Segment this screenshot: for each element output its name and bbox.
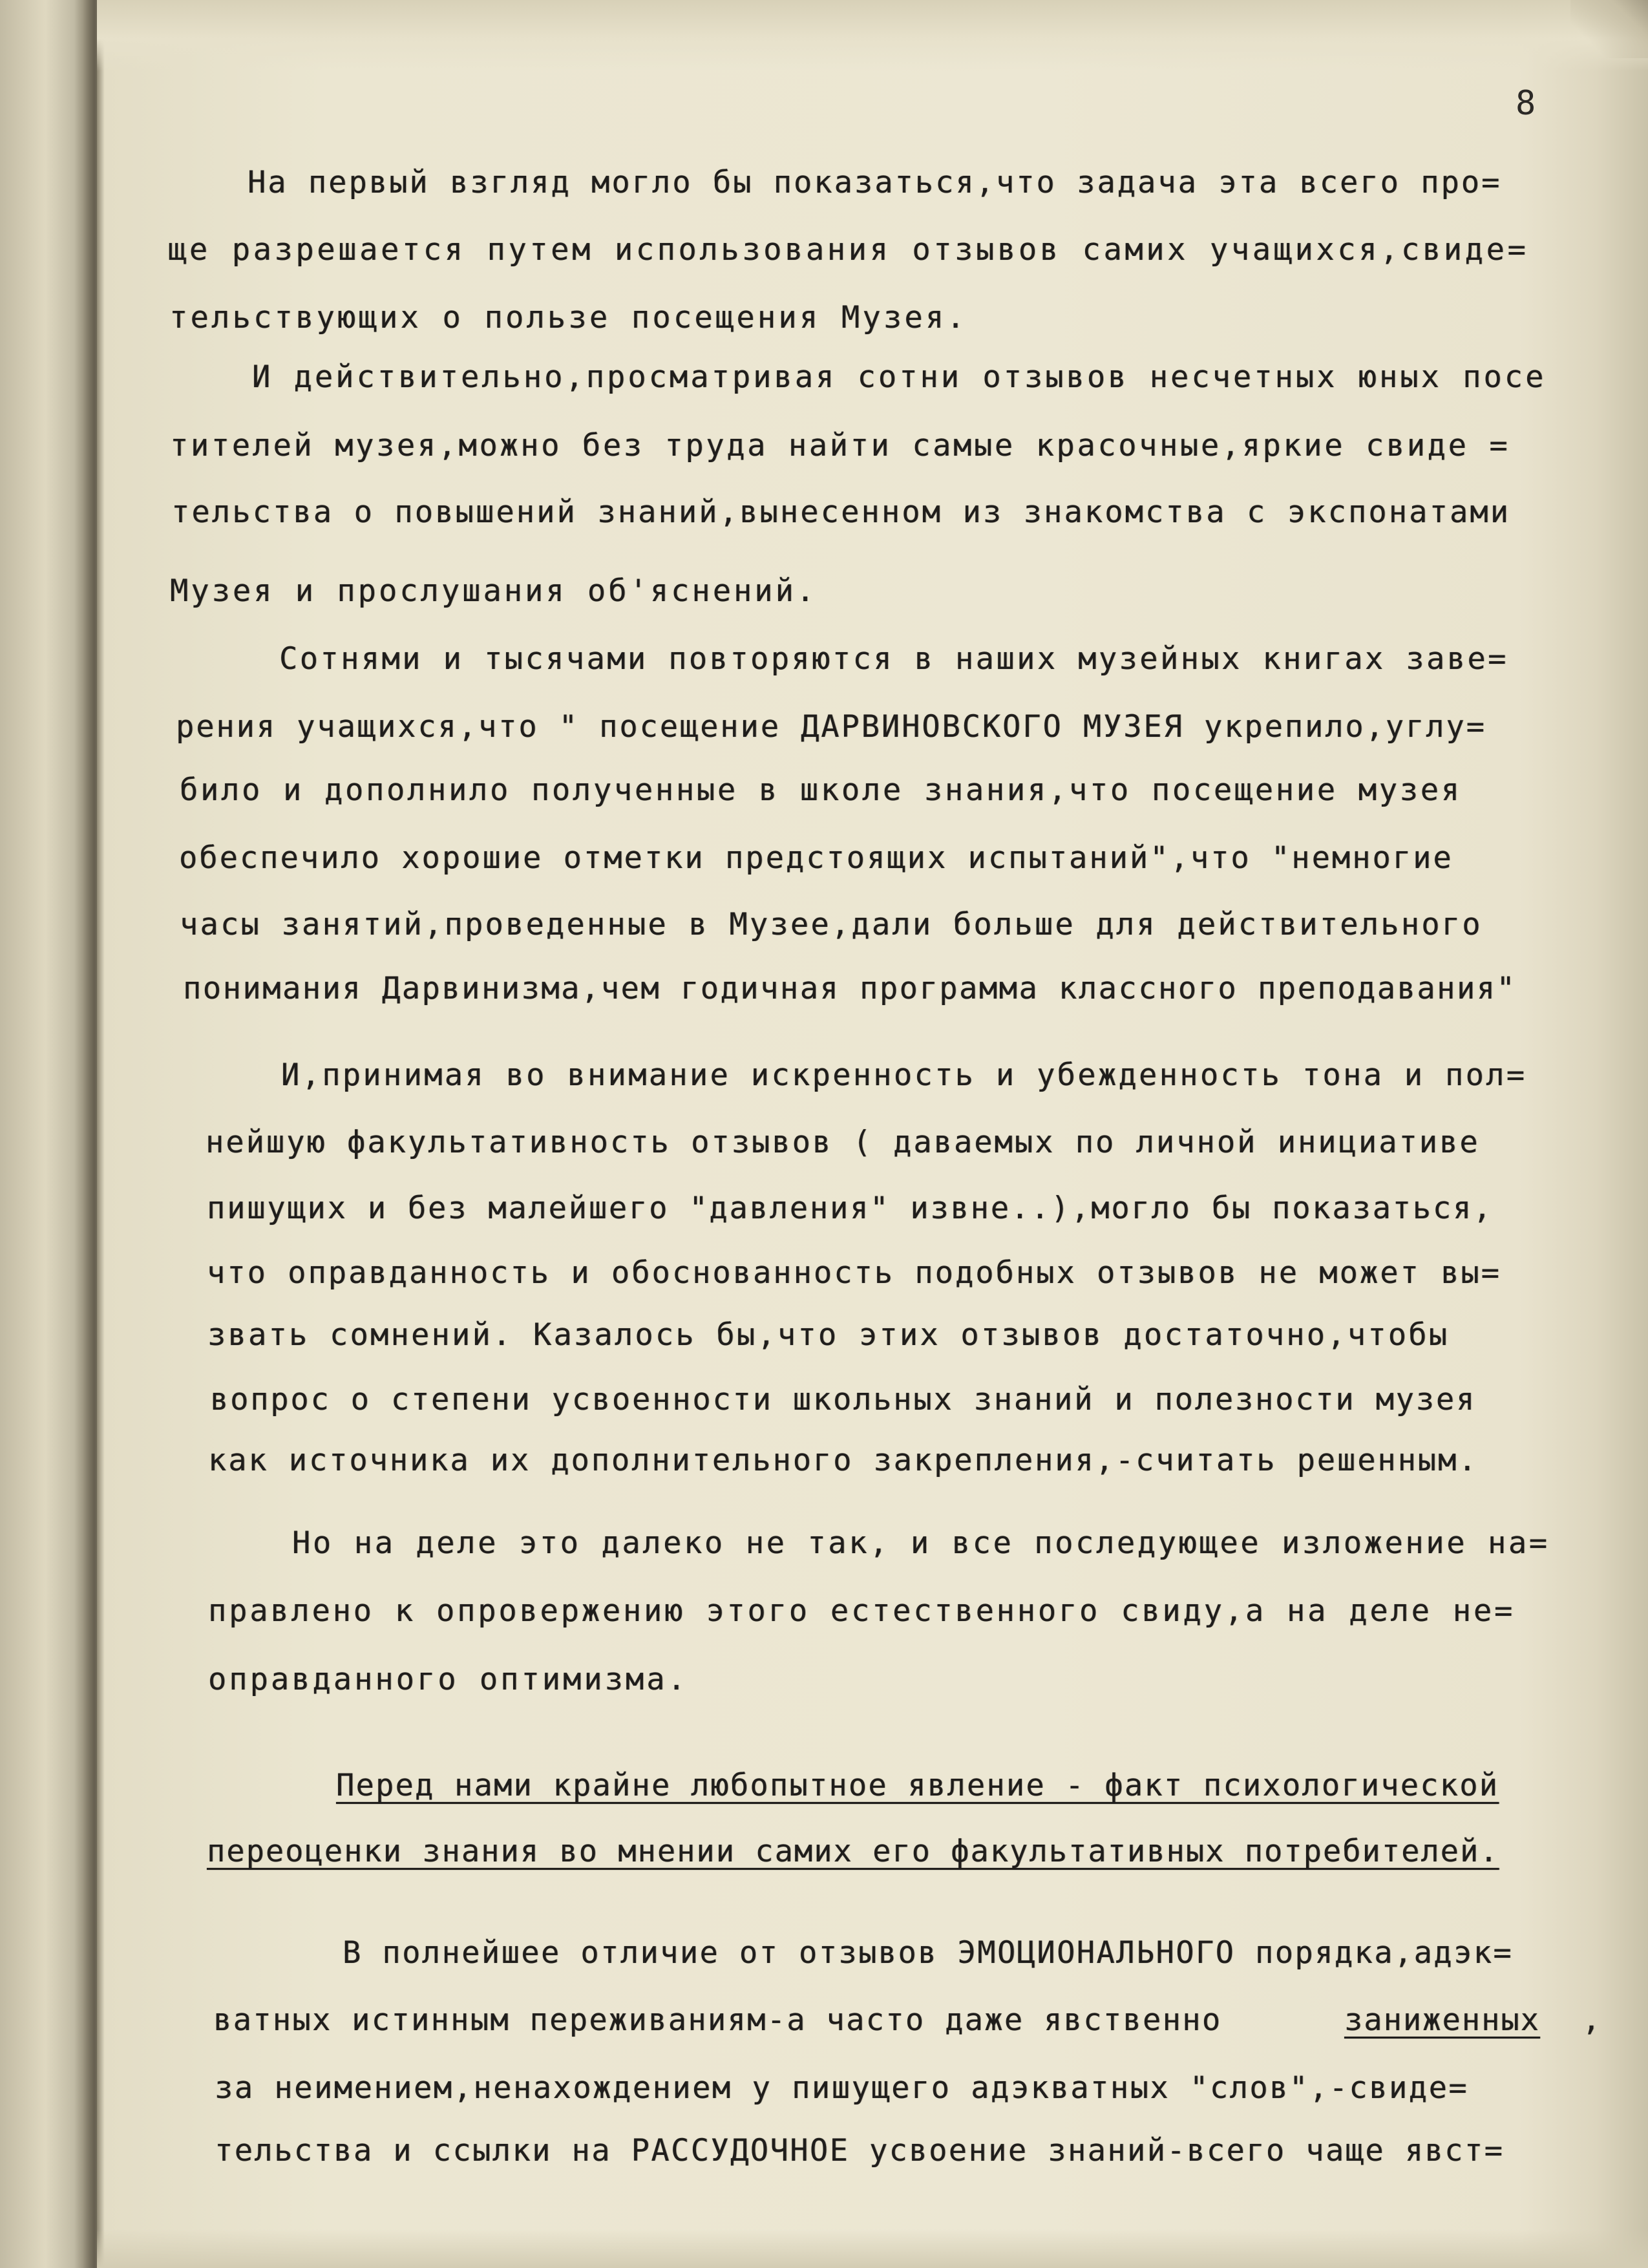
page-number: 8 xyxy=(1516,84,1536,123)
text-line-22: правлено к опровержению этого естественного свиду,а на деле не= xyxy=(208,1593,1516,1629)
text-line-11: обеспечило хорошие отметки предстоящих испытаний",что "немногие xyxy=(179,840,1453,876)
text-line-21: Но на деле это далеко не так, и все последующее изложение на= xyxy=(292,1525,1550,1561)
underlined-line-2: переоценки знания во мнении самих его факультативных потребителей. xyxy=(207,1834,1499,1869)
text-line-2: ще разрешается путем использования отзывов самих учащихся,свиде= xyxy=(168,232,1529,268)
page-top-edge xyxy=(97,0,1648,71)
underlined-word: заниженных xyxy=(1344,2002,1540,2038)
text-line-10: било и дополнило полученные в школе знания,что посещение музея xyxy=(180,772,1462,808)
text-line-27: ватных истинным переживаниям-а часто даже явственно xyxy=(213,2002,1222,2038)
text-line-20: как источника их дополнительного закрепления,-считать решенным. xyxy=(208,1443,1479,1478)
text-line-19: вопрос о степени усвоенности школьных знаний и полезности музея xyxy=(210,1382,1477,1417)
text-line-6: тельства о повышений знаний,вынесенном из знакомства с экспонатами xyxy=(171,494,1511,530)
text-line-12: часы занятий,проведенные в Музее,дали больше для действительного xyxy=(180,907,1483,942)
trailing-comma: , xyxy=(1582,2002,1601,2038)
text-line-8: Сотнями и тысячами повторяются в наших музейных книгах заве= xyxy=(279,641,1508,677)
text-line-15: нейшую факультативность отзывов ( даваемых по личной инициативе xyxy=(206,1125,1480,1160)
binding-shadow xyxy=(0,0,97,2268)
text-line-14: И,принимая во внимание искренность и убежденность тона и пол= xyxy=(281,1057,1527,1093)
text-line-17: что оправданность и обоснованность подобных отзывов не может вы= xyxy=(207,1255,1501,1291)
page-bottom-edge xyxy=(97,2229,1648,2268)
text-line-29: тельства и ссылки на РАССУДОЧНОЕ усвоение знаний-всего чаще явст= xyxy=(215,2133,1505,2168)
text-line-18: звать сомнений. Казалось бы,что этих отзывов достаточно,чтобы xyxy=(207,1317,1450,1353)
text-line-4: И действительно,просматривая сотни отзывов несчетных юных посе xyxy=(252,359,1547,395)
text-line-5: тителей музея,можно без труда найти самые красочные,яркие свиде = xyxy=(170,428,1510,463)
text-line-1: На первый взгляд могло бы показаться,что задача эта всего про= xyxy=(248,165,1502,200)
underlined-line-1: Перед нами крайне любопытное явление - факт психологической xyxy=(336,1768,1499,1803)
text-line-23: оправданного оптимизма. xyxy=(208,1662,688,1697)
page-corner-fold xyxy=(1570,0,1648,58)
text-line-28: за неимением,ненахождением у пишущего адэкватных "слов",-свиде= xyxy=(215,2070,1469,2106)
text-line-3: тельствующих о пользе посещения Музея. xyxy=(169,300,967,335)
text-line-13: понимания Дарвинизма,чем годичная программа классного преподавания" xyxy=(183,971,1517,1006)
text-line-26: В полнейшее отличие от отзывов ЭМОЦИОНАЛЬНОГО порядка,адэк= xyxy=(343,1935,1514,1971)
text-line-7: Музея и прослушания об'яснений. xyxy=(170,573,818,609)
text-line-16: пишущих и без малейшего "давления" извне..),могло бы показаться, xyxy=(207,1191,1494,1226)
text-line-9: рения учащихся,что " посещение ДАРВИНОВСКОГО МУЗЕЯ укрепило,углу= xyxy=(176,709,1486,745)
